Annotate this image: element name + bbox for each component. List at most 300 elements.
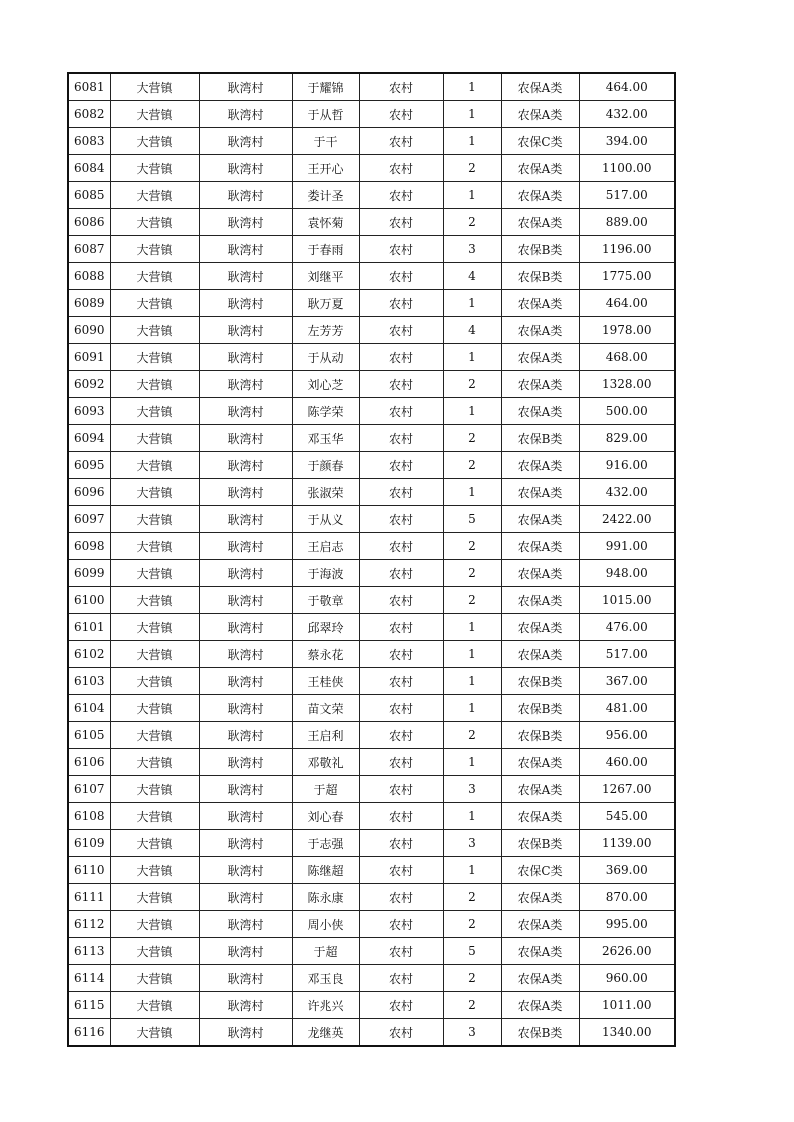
amount-cell: 1196.00 xyxy=(579,236,675,263)
household-count-cell: 2 xyxy=(443,560,501,587)
household-count-cell: 1 xyxy=(443,857,501,884)
table-row xyxy=(68,884,675,911)
town-cell: 大营镇 xyxy=(110,668,199,695)
household-count-cell: 3 xyxy=(443,830,501,857)
town-cell: 大营镇 xyxy=(110,398,199,425)
village-cell: 耿湾村 xyxy=(199,803,292,830)
village-cell: 耿湾村 xyxy=(199,749,292,776)
category-cell: 农保B类 xyxy=(501,722,579,749)
area-type-cell: 农村 xyxy=(359,236,443,263)
amount-cell: 460.00 xyxy=(579,749,675,776)
household-count-cell: 2 xyxy=(443,992,501,1019)
amount-cell: 1011.00 xyxy=(579,992,675,1019)
area-type-cell: 农村 xyxy=(359,425,443,452)
row-number: 6103 xyxy=(68,668,110,695)
category-cell: 农保A类 xyxy=(501,290,579,317)
category-cell: 农保A类 xyxy=(501,398,579,425)
table-row xyxy=(68,371,675,398)
town-cell: 大营镇 xyxy=(110,479,199,506)
row-number: 6109 xyxy=(68,830,110,857)
name-cell: 邓敬礼 xyxy=(292,749,359,776)
town-cell: 大营镇 xyxy=(110,884,199,911)
village-cell: 耿湾村 xyxy=(199,560,292,587)
town-cell: 大营镇 xyxy=(110,1019,199,1047)
household-count-cell: 2 xyxy=(443,209,501,236)
amount-cell: 870.00 xyxy=(579,884,675,911)
village-cell: 耿湾村 xyxy=(199,884,292,911)
row-number: 6105 xyxy=(68,722,110,749)
row-number: 6100 xyxy=(68,587,110,614)
amount-cell: 1100.00 xyxy=(579,155,675,182)
row-number: 6089 xyxy=(68,290,110,317)
household-count-cell: 1 xyxy=(443,398,501,425)
village-cell: 耿湾村 xyxy=(199,614,292,641)
amount-cell: 995.00 xyxy=(579,911,675,938)
area-type-cell: 农村 xyxy=(359,317,443,344)
village-cell: 耿湾村 xyxy=(199,641,292,668)
town-cell: 大营镇 xyxy=(110,155,199,182)
category-cell: 农保A类 xyxy=(501,992,579,1019)
category-cell: 农保A类 xyxy=(501,533,579,560)
amount-cell: 517.00 xyxy=(579,182,675,209)
row-number: 6082 xyxy=(68,101,110,128)
town-cell: 大营镇 xyxy=(110,830,199,857)
town-cell: 大营镇 xyxy=(110,236,199,263)
amount-cell: 481.00 xyxy=(579,695,675,722)
village-cell: 耿湾村 xyxy=(199,911,292,938)
household-count-cell: 3 xyxy=(443,236,501,263)
name-cell: 刘心芝 xyxy=(292,371,359,398)
table-row xyxy=(68,128,675,155)
amount-cell: 367.00 xyxy=(579,668,675,695)
table-row xyxy=(68,641,675,668)
table-row xyxy=(68,73,675,101)
area-type-cell: 农村 xyxy=(359,641,443,668)
category-cell: 农保A类 xyxy=(501,209,579,236)
category-cell: 农保B类 xyxy=(501,695,579,722)
village-cell: 耿湾村 xyxy=(199,776,292,803)
row-number: 6115 xyxy=(68,992,110,1019)
household-count-cell: 1 xyxy=(443,101,501,128)
row-number: 6086 xyxy=(68,209,110,236)
town-cell: 大营镇 xyxy=(110,938,199,965)
household-count-cell: 4 xyxy=(443,263,501,290)
area-type-cell: 农村 xyxy=(359,668,443,695)
household-count-cell: 1 xyxy=(443,73,501,101)
category-cell: 农保A类 xyxy=(501,884,579,911)
village-cell: 耿湾村 xyxy=(199,263,292,290)
row-number: 6111 xyxy=(68,884,110,911)
name-cell: 王启利 xyxy=(292,722,359,749)
category-cell: 农保B类 xyxy=(501,1019,579,1047)
row-number: 6107 xyxy=(68,776,110,803)
name-cell: 陈永康 xyxy=(292,884,359,911)
area-type-cell: 农村 xyxy=(359,614,443,641)
area-type-cell: 农村 xyxy=(359,263,443,290)
town-cell: 大营镇 xyxy=(110,317,199,344)
household-count-cell: 3 xyxy=(443,776,501,803)
name-cell: 袁怀菊 xyxy=(292,209,359,236)
category-cell: 农保A类 xyxy=(501,911,579,938)
row-number: 6090 xyxy=(68,317,110,344)
name-cell: 耿万夏 xyxy=(292,290,359,317)
row-number: 6116 xyxy=(68,1019,110,1047)
town-cell: 大营镇 xyxy=(110,263,199,290)
town-cell: 大营镇 xyxy=(110,560,199,587)
area-type-cell: 农村 xyxy=(359,209,443,236)
name-cell: 邓玉华 xyxy=(292,425,359,452)
village-cell: 耿湾村 xyxy=(199,344,292,371)
table-row xyxy=(68,290,675,317)
name-cell: 于志强 xyxy=(292,830,359,857)
town-cell: 大营镇 xyxy=(110,857,199,884)
row-number: 6091 xyxy=(68,344,110,371)
village-cell: 耿湾村 xyxy=(199,992,292,1019)
name-cell: 左芳芳 xyxy=(292,317,359,344)
household-count-cell: 2 xyxy=(443,371,501,398)
area-type-cell: 农村 xyxy=(359,506,443,533)
village-cell: 耿湾村 xyxy=(199,668,292,695)
amount-cell: 991.00 xyxy=(579,533,675,560)
town-cell: 大营镇 xyxy=(110,749,199,776)
amount-cell: 948.00 xyxy=(579,560,675,587)
household-count-cell: 2 xyxy=(443,722,501,749)
area-type-cell: 农村 xyxy=(359,803,443,830)
village-cell: 耿湾村 xyxy=(199,155,292,182)
row-number: 6106 xyxy=(68,749,110,776)
table-row xyxy=(68,857,675,884)
area-type-cell: 农村 xyxy=(359,587,443,614)
town-cell: 大营镇 xyxy=(110,614,199,641)
village-cell: 耿湾村 xyxy=(199,479,292,506)
table-row xyxy=(68,479,675,506)
row-number: 6099 xyxy=(68,560,110,587)
town-cell: 大营镇 xyxy=(110,128,199,155)
category-cell: 农保A类 xyxy=(501,614,579,641)
village-cell: 耿湾村 xyxy=(199,290,292,317)
village-cell: 耿湾村 xyxy=(199,1019,292,1047)
area-type-cell: 农村 xyxy=(359,398,443,425)
table-row xyxy=(68,533,675,560)
area-type-cell: 农村 xyxy=(359,101,443,128)
records-table xyxy=(67,72,676,1047)
village-cell: 耿湾村 xyxy=(199,425,292,452)
row-number: 6094 xyxy=(68,425,110,452)
amount-cell: 956.00 xyxy=(579,722,675,749)
category-cell: 农保A类 xyxy=(501,776,579,803)
name-cell: 于颜春 xyxy=(292,452,359,479)
name-cell: 邱翠玲 xyxy=(292,614,359,641)
village-cell: 耿湾村 xyxy=(199,695,292,722)
household-count-cell: 2 xyxy=(443,587,501,614)
name-cell: 周小侠 xyxy=(292,911,359,938)
amount-cell: 1328.00 xyxy=(579,371,675,398)
area-type-cell: 农村 xyxy=(359,830,443,857)
row-number: 6095 xyxy=(68,452,110,479)
category-cell: 农保A类 xyxy=(501,182,579,209)
row-number: 6093 xyxy=(68,398,110,425)
village-cell: 耿湾村 xyxy=(199,722,292,749)
name-cell: 王启志 xyxy=(292,533,359,560)
category-cell: 农保A类 xyxy=(501,506,579,533)
row-number: 6108 xyxy=(68,803,110,830)
category-cell: 农保C类 xyxy=(501,128,579,155)
town-cell: 大营镇 xyxy=(110,290,199,317)
town-cell: 大营镇 xyxy=(110,776,199,803)
amount-cell: 432.00 xyxy=(579,101,675,128)
row-number: 6110 xyxy=(68,857,110,884)
table-row xyxy=(68,344,675,371)
area-type-cell: 农村 xyxy=(359,911,443,938)
town-cell: 大营镇 xyxy=(110,992,199,1019)
table-body xyxy=(68,73,675,1046)
area-type-cell: 农村 xyxy=(359,1019,443,1047)
name-cell: 于耀锦 xyxy=(292,73,359,101)
village-cell: 耿湾村 xyxy=(199,101,292,128)
table-row xyxy=(68,614,675,641)
area-type-cell: 农村 xyxy=(359,128,443,155)
name-cell: 邓玉良 xyxy=(292,965,359,992)
table-row xyxy=(68,506,675,533)
table-row xyxy=(68,209,675,236)
area-type-cell: 农村 xyxy=(359,155,443,182)
name-cell: 于超 xyxy=(292,776,359,803)
category-cell: 农保B类 xyxy=(501,236,579,263)
area-type-cell: 农村 xyxy=(359,857,443,884)
area-type-cell: 农村 xyxy=(359,371,443,398)
category-cell: 农保A类 xyxy=(501,73,579,101)
area-type-cell: 农村 xyxy=(359,290,443,317)
name-cell: 于从哲 xyxy=(292,101,359,128)
town-cell: 大营镇 xyxy=(110,965,199,992)
category-cell: 农保A类 xyxy=(501,479,579,506)
table-row xyxy=(68,263,675,290)
town-cell: 大营镇 xyxy=(110,101,199,128)
row-number: 6104 xyxy=(68,695,110,722)
table-row xyxy=(68,668,675,695)
category-cell: 农保A类 xyxy=(501,344,579,371)
area-type-cell: 农村 xyxy=(359,479,443,506)
village-cell: 耿湾村 xyxy=(199,533,292,560)
row-number: 6098 xyxy=(68,533,110,560)
town-cell: 大营镇 xyxy=(110,182,199,209)
category-cell: 农保A类 xyxy=(501,749,579,776)
area-type-cell: 农村 xyxy=(359,722,443,749)
household-count-cell: 1 xyxy=(443,182,501,209)
village-cell: 耿湾村 xyxy=(199,398,292,425)
town-cell: 大营镇 xyxy=(110,695,199,722)
household-count-cell: 1 xyxy=(443,641,501,668)
name-cell: 刘心春 xyxy=(292,803,359,830)
name-cell: 张淑荣 xyxy=(292,479,359,506)
household-count-cell: 5 xyxy=(443,506,501,533)
amount-cell: 1139.00 xyxy=(579,830,675,857)
name-cell: 陈继超 xyxy=(292,857,359,884)
category-cell: 农保B类 xyxy=(501,668,579,695)
category-cell: 农保A类 xyxy=(501,938,579,965)
category-cell: 农保A类 xyxy=(501,317,579,344)
table-row xyxy=(68,452,675,479)
name-cell: 王桂侠 xyxy=(292,668,359,695)
name-cell: 于敬章 xyxy=(292,587,359,614)
table-row xyxy=(68,911,675,938)
name-cell: 许兆兴 xyxy=(292,992,359,1019)
table-row xyxy=(68,155,675,182)
amount-cell: 916.00 xyxy=(579,452,675,479)
village-cell: 耿湾村 xyxy=(199,965,292,992)
table-row xyxy=(68,776,675,803)
category-cell: 农保A类 xyxy=(501,371,579,398)
village-cell: 耿湾村 xyxy=(199,182,292,209)
area-type-cell: 农村 xyxy=(359,884,443,911)
table-row xyxy=(68,722,675,749)
row-number: 6081 xyxy=(68,73,110,101)
amount-cell: 468.00 xyxy=(579,344,675,371)
household-count-cell: 1 xyxy=(443,479,501,506)
table-row xyxy=(68,236,675,263)
amount-cell: 1775.00 xyxy=(579,263,675,290)
amount-cell: 2422.00 xyxy=(579,506,675,533)
table-row xyxy=(68,965,675,992)
village-cell: 耿湾村 xyxy=(199,506,292,533)
household-count-cell: 1 xyxy=(443,128,501,155)
village-cell: 耿湾村 xyxy=(199,371,292,398)
category-cell: 农保A类 xyxy=(501,155,579,182)
row-number: 6092 xyxy=(68,371,110,398)
amount-cell: 476.00 xyxy=(579,614,675,641)
amount-cell: 394.00 xyxy=(579,128,675,155)
name-cell: 于从义 xyxy=(292,506,359,533)
town-cell: 大营镇 xyxy=(110,73,199,101)
area-type-cell: 农村 xyxy=(359,776,443,803)
village-cell: 耿湾村 xyxy=(199,317,292,344)
area-type-cell: 农村 xyxy=(359,992,443,1019)
household-count-cell: 2 xyxy=(443,155,501,182)
town-cell: 大营镇 xyxy=(110,641,199,668)
household-count-cell: 1 xyxy=(443,668,501,695)
amount-cell: 2626.00 xyxy=(579,938,675,965)
amount-cell: 464.00 xyxy=(579,73,675,101)
town-cell: 大营镇 xyxy=(110,506,199,533)
row-number: 6087 xyxy=(68,236,110,263)
area-type-cell: 农村 xyxy=(359,695,443,722)
amount-cell: 1978.00 xyxy=(579,317,675,344)
village-cell: 耿湾村 xyxy=(199,452,292,479)
category-cell: 农保A类 xyxy=(501,641,579,668)
village-cell: 耿湾村 xyxy=(199,236,292,263)
category-cell: 农保A类 xyxy=(501,965,579,992)
amount-cell: 1015.00 xyxy=(579,587,675,614)
table-row xyxy=(68,587,675,614)
town-cell: 大营镇 xyxy=(110,371,199,398)
town-cell: 大营镇 xyxy=(110,533,199,560)
row-number: 6088 xyxy=(68,263,110,290)
amount-cell: 829.00 xyxy=(579,425,675,452)
row-number: 6085 xyxy=(68,182,110,209)
area-type-cell: 农村 xyxy=(359,749,443,776)
category-cell: 农保B类 xyxy=(501,425,579,452)
town-cell: 大营镇 xyxy=(110,722,199,749)
amount-cell: 464.00 xyxy=(579,290,675,317)
household-count-cell: 2 xyxy=(443,533,501,560)
amount-cell: 1267.00 xyxy=(579,776,675,803)
amount-cell: 369.00 xyxy=(579,857,675,884)
table-row xyxy=(68,1019,675,1047)
household-count-cell: 4 xyxy=(443,317,501,344)
area-type-cell: 农村 xyxy=(359,452,443,479)
row-number: 6114 xyxy=(68,965,110,992)
household-count-cell: 2 xyxy=(443,965,501,992)
table-row xyxy=(68,749,675,776)
area-type-cell: 农村 xyxy=(359,560,443,587)
category-cell: 农保A类 xyxy=(501,587,579,614)
area-type-cell: 农村 xyxy=(359,182,443,209)
village-cell: 耿湾村 xyxy=(199,587,292,614)
amount-cell: 1340.00 xyxy=(579,1019,675,1047)
amount-cell: 960.00 xyxy=(579,965,675,992)
area-type-cell: 农村 xyxy=(359,73,443,101)
row-number: 6102 xyxy=(68,641,110,668)
town-cell: 大营镇 xyxy=(110,344,199,371)
household-count-cell: 3 xyxy=(443,1019,501,1047)
household-count-cell: 1 xyxy=(443,695,501,722)
amount-cell: 545.00 xyxy=(579,803,675,830)
table-row xyxy=(68,695,675,722)
town-cell: 大营镇 xyxy=(110,425,199,452)
row-number: 6097 xyxy=(68,506,110,533)
name-cell: 王开心 xyxy=(292,155,359,182)
area-type-cell: 农村 xyxy=(359,938,443,965)
household-count-cell: 1 xyxy=(443,749,501,776)
household-count-cell: 2 xyxy=(443,884,501,911)
village-cell: 耿湾村 xyxy=(199,857,292,884)
table-row xyxy=(68,398,675,425)
table-row xyxy=(68,830,675,857)
amount-cell: 500.00 xyxy=(579,398,675,425)
category-cell: 农保C类 xyxy=(501,857,579,884)
table-row xyxy=(68,803,675,830)
town-cell: 大营镇 xyxy=(110,452,199,479)
town-cell: 大营镇 xyxy=(110,209,199,236)
row-number: 6083 xyxy=(68,128,110,155)
household-count-cell: 2 xyxy=(443,425,501,452)
village-cell: 耿湾村 xyxy=(199,830,292,857)
household-count-cell: 2 xyxy=(443,452,501,479)
area-type-cell: 农村 xyxy=(359,965,443,992)
table-row xyxy=(68,317,675,344)
name-cell: 于超 xyxy=(292,938,359,965)
table-row xyxy=(68,938,675,965)
village-cell: 耿湾村 xyxy=(199,73,292,101)
name-cell: 刘继平 xyxy=(292,263,359,290)
town-cell: 大营镇 xyxy=(110,587,199,614)
area-type-cell: 农村 xyxy=(359,533,443,560)
household-count-cell: 1 xyxy=(443,803,501,830)
village-cell: 耿湾村 xyxy=(199,938,292,965)
name-cell: 于春雨 xyxy=(292,236,359,263)
name-cell: 娄计圣 xyxy=(292,182,359,209)
amount-cell: 432.00 xyxy=(579,479,675,506)
amount-cell: 889.00 xyxy=(579,209,675,236)
row-number: 6084 xyxy=(68,155,110,182)
category-cell: 农保A类 xyxy=(501,803,579,830)
category-cell: 农保A类 xyxy=(501,452,579,479)
amount-cell: 517.00 xyxy=(579,641,675,668)
name-cell: 于从动 xyxy=(292,344,359,371)
table-row xyxy=(68,425,675,452)
household-count-cell: 1 xyxy=(443,290,501,317)
name-cell: 陈学荣 xyxy=(292,398,359,425)
